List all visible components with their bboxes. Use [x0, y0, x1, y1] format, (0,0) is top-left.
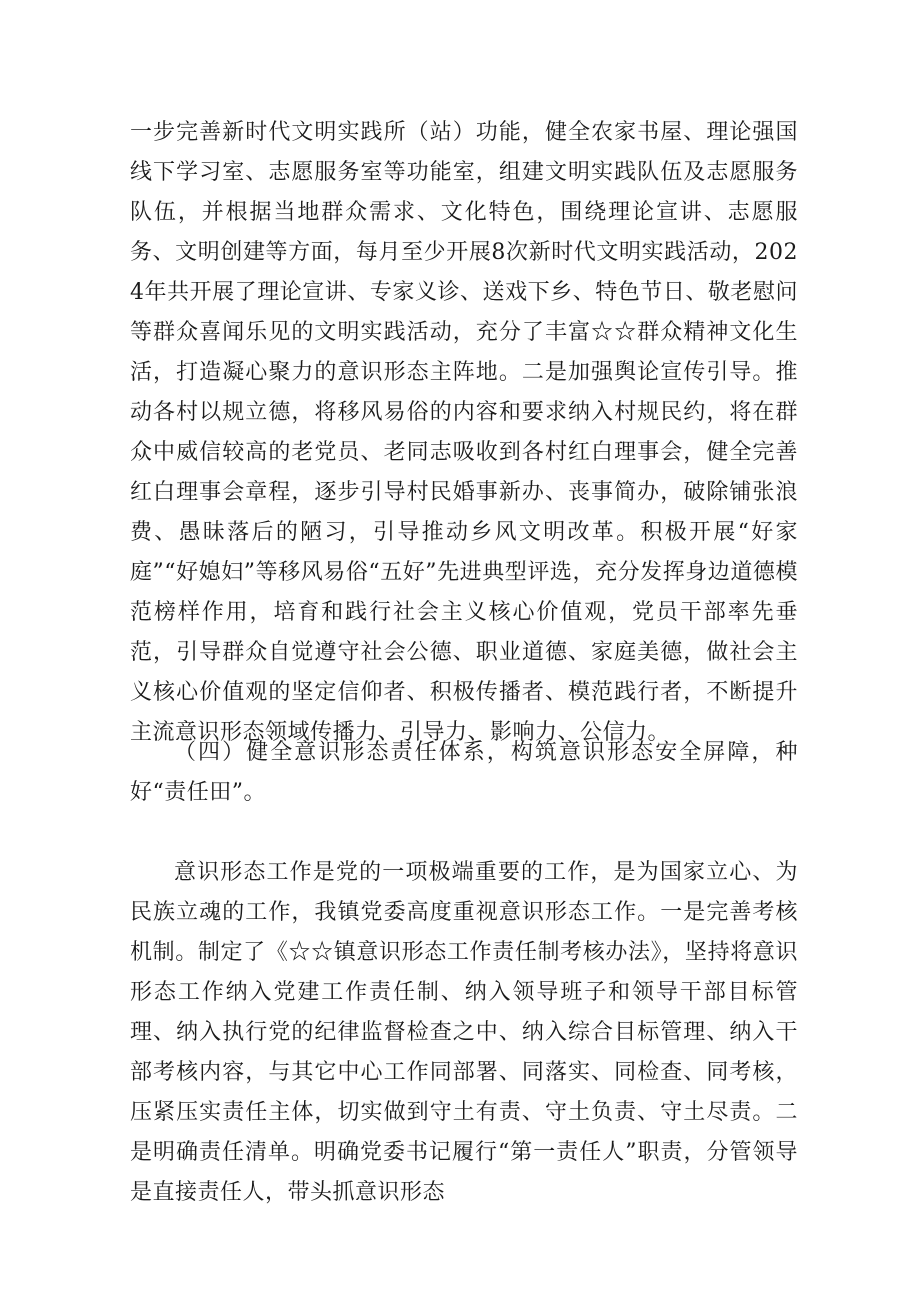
body-paragraph-responsibility-system: 意识形态工作是党的一项极端重要的工作，是为国家立心、为民族立魂的工作，我镇党委高度重视意识形态工作。一是完善考核机制。制定了《☆☆镇意识形态工作责任制考核办法》，坚持将意识形态工作纳入党建工作责任制、纳入领导班子和领导干部目标管理、纳入执行党的纪律监督检查之中、纳入综合目标管理、纳入干部考核内容，与其它中心工作同部署、同落实、同检查、同考核，压紧压实责任主体，切实做到守土有责、守土负责、守土尽责。二是明确责任清单。明确党委书记履行“第一责任人”职责，分管领导是直接责任人，带头抓意识形态 — [130, 860, 798, 1205]
section-heading-four: （四）健全意识形态责任体系，构筑意识形态安全屏障，种好“责任田”。 — [130, 740, 798, 805]
body-paragraph-cultural-practice: 一步完善新时代文明实践所（站）功能，健全农家书屋、理论强国线下学习室、志愿服务室等功能室，组建文明实践队伍及志愿服务队伍，并根据当地群众需求、文化特色，围绕理论宣讲、志愿服务、文明创建等方面，每月至少开展8次新时代文明实践活动，2024年共开展了理论宣讲、专家义诊、送戏下乡、特色节日、敬老慰问等群众喜闻乐见的文明实践活动，充分了丰富☆☆群众精神文化生活，打造凝心聚力的意识形态主阵地。二是加强舆论宣传引导。推动各村以规立德，将移风易俗的内容和要求纳入村规民约，将在群众中威信较高的老党员、老同志吸收到各村红白理事会，健全完善红白理事会章程，逐步引导村民婚事新办、丧事简办，破除铺张浪费、愚昧落后的陋习，引导推动乡风文明改革。积极开展“好家庭”“好媳妇”等移风易俗“五好”先进典型评选，充分发挥身边道德模范榜样作用，培育和践行社会主义核心价值观，党员干部率先垂范，引导群众自觉遵守社会公德、职业道德、家庭美德，做社会主义核心价值观的坚定信仰者、积极传播者、模范践行者，不断提升主流意识形态领域传播力、引导力、影响力、公信力。 — [130, 120, 798, 745]
